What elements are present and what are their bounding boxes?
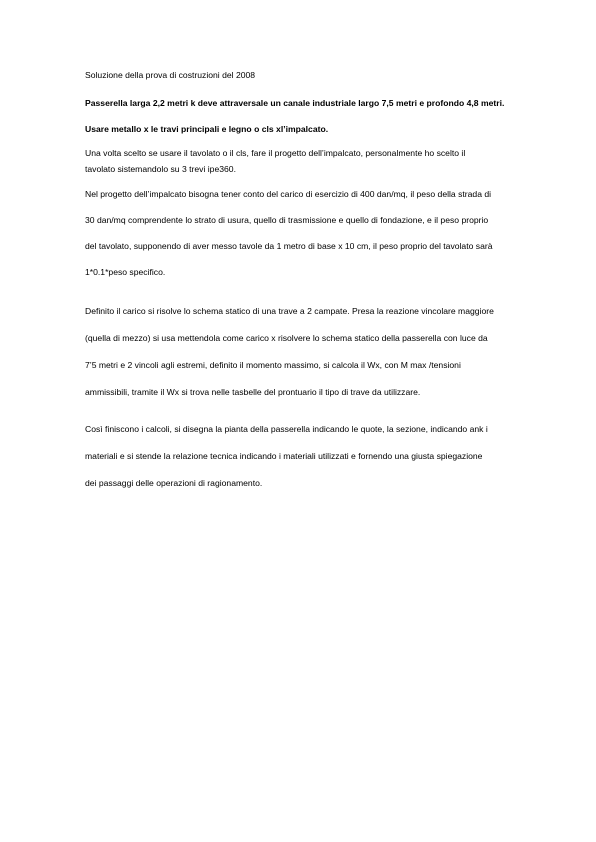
paragraph-2-line-1: Nel progetto dell’impalcato bisogna tener conto del carico di esercizio di 400 dan/mq, il peso della strada di: [85, 189, 492, 199]
paragraph-4-line-2: materiali e si stende la relazione tecnica indicando i materiali utilizzati e fornendo una giusta spiegazione: [85, 451, 483, 461]
problem-statement-line-2: Usare metallo x le travi principali e legno o cls xl’impalcato.: [85, 124, 329, 134]
paragraph-1-line-2: tavolato sistemandolo su 3 trevi ipe360.: [85, 164, 236, 174]
paragraph-4-line-3: dei passaggi delle operazioni di ragionamento.: [85, 478, 263, 488]
paragraph-2-line-3: del tavolato, supponendo di aver messo tavole da 1 metro di base x 10 cm, il peso proprio del tavolato sarà: [85, 241, 493, 251]
paragraph-1-line-1: Una volta scelto se usare il tavolato o il cls, fare il progetto dell’impalcato, personalmente ho scelto il: [85, 148, 466, 158]
paragraph-2-line-4: 1*0.1*peso specifico.: [85, 267, 166, 277]
paragraph-3-line-3: 7’5 metri e 2 vincoli agli estremi, definito il momento massimo, si calcola il Wx, con M max /tensioni: [85, 360, 461, 370]
paragraph-3-line-1: Definito il carico si risolve lo schema statico di una trave a 2 campate. Presa la reazione vincolare maggiore: [85, 306, 494, 316]
document-title: Soluzione della prova di costruzioni del 2008: [85, 70, 256, 80]
paragraph-3-line-2: (quella di mezzo) si usa mettendola come carico x risolvere lo schema statico della passerella con luce da: [85, 333, 488, 343]
paragraph-2-line-2: 30 dan/mq comprendente lo strato di usura, quello di trasmissione e quello di fondazione, e il peso proprio: [85, 215, 489, 225]
problem-statement-line-1: Passerella larga 2,2 metri k deve attraversale un canale industriale largo 7,5 metri e profondo 4,8 metri.: [85, 98, 505, 108]
paragraph-4-line-1: Così finiscono i calcoli, si disegna la pianta della passerella indicando le quote, la sezione, indicando ank i: [85, 424, 488, 434]
paragraph-3-line-4: ammissibili, tramite il Wx si trova nelle tasbelle del prontuario il tipo di trave da utilizzare.: [85, 387, 421, 397]
